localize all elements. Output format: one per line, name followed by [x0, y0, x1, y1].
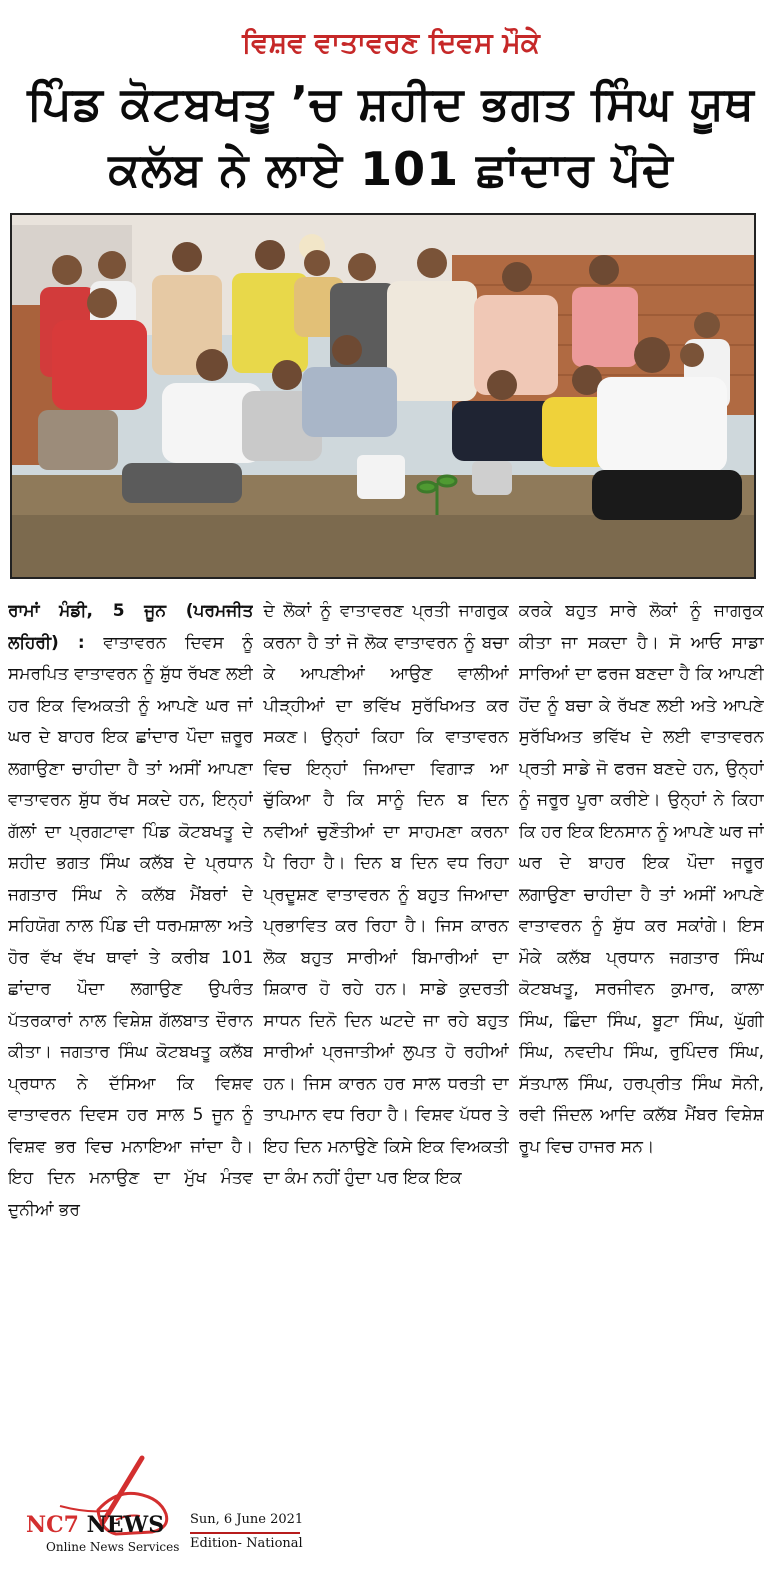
article-dateline: ਰਾਮਾਂ ਮੰਡੀ, 5 ਜੂਨ (ਪਰਮਜੀਤ ਲਹਿਰੀ) : — [8, 601, 254, 653]
kicker-heading: ਵਿਸ਼ਵ ਵਾਤਾਵਰਣ ਦਿਵਸ ਮੌਕੇ — [242, 26, 540, 59]
article-column-1-text: ਵਾਤਾਵਰਨ ਦਿਵਸ ਨੂੰ ਸਮਰਪਿਤ ਵਾਤਾਵਰਨ ਨੂੰ ਸ਼ੁੱਧ ਰੱਖਣ ਲਈ ਹਰ ਇਕ ਵਿਅਕਤੀ ਨੂੰ ਆਪਣੇ ਘਰ ਜਾਂ ਘਰ ਦੇ ਬਾਹਰ ਇਕ ਛਾਂਦਾਰ ਪੌਦਾ ਜ਼ਰੂਰ ਲਗਾਉਣਾ ਚਾਹੀਦਾ ਹੈ ਤਾਂ ਅਸੀਂ ਆਪਣਾ ਵਾਤਾਵਰਨ ਸ਼ੁੱਧ ਰੱਖ ਸਕਦੇ ਹਨ, ਇਨ੍ਹਾਂ ਗੱਲਾਂ ਦਾ ਪ੍ਰਗਟਾਵਾ ਪਿੰਡ ਕੋਟਬਖਤੂ ਦੇ ਸ਼ਹੀਦ ਭਗਤ ਸਿੰਘ ਕਲੱਬ ਦੇ ਪ੍ਰਧਾਨ ਜਗਤਾਰ ਸਿੰਘ ਨੇ ਕਲੱਬ ਮੈਂਬਰਾਂ ਦੇ ਸਹਿਯੋਗ ਨਾਲ ਪਿੰਡ ਦੀ ਧਰਮਸ਼ਾਲਾ ਅਤੇ ਹੋਰ ਵੱਖ ਵੱਖ ਥਾਵਾਂ ਤੇ ਕਰੀਬ 101 ਛਾਂਦਾਰ ਪੌਦਾ ਲਗਾਉਣ ਉਪਰੰਤ ਪੱਤਰਕਾਰਾਂ ਨਾਲ ਵਿਸ਼ੇਸ਼ ਗੱਲਬਾਤ ਦੌਰਾਨ ਕੀਤਾ। ਜਗਤਾਰ ਸਿੰਘ ਕੋਟਬਖਤੂ ਕਲੱਬ ਪ੍ਰਧਾਨ ਨੇ ਦੱਸਿਆ ਕਿ ਵਿਸ਼ਵ ਵਾਤਾਵਰਨ ਦਿਵਸ ਹਰ ਸਾਲ 5 ਜੂਨ ਨੂੰ ਵਿਸ਼ਵ ਭਰ ਵਿਚ ਮਨਾਇਆ ਜਾਂਦਾ ਹੈ। ਇਹ ਦਿਨ ਮਨਾਉਣ ਦਾ ਮੁੱਖ ਮੰਤਵ ਦੁਨੀਆਂ ਭਰ — [8, 632, 254, 1220]
group-photo — [10, 213, 756, 579]
group-photo-illustration — [12, 215, 754, 577]
article-column-1 — [8, 596, 253, 1436]
headline — [0, 70, 782, 202]
edition-divider — [190, 1532, 300, 1534]
article-column-3 — [519, 596, 764, 1436]
footer-logo-news: NEWS — [86, 1512, 165, 1538]
edition-date: Sun, 6 June 2021 — [190, 1512, 304, 1527]
headline-line-2: ਕਲੱਬ ਨੇ ਲਾਏ 101 ਛਾਂਦਾਰ ਪੌਦੇ — [108, 142, 674, 196]
headline-line-1: ਪਿੰਡ ਕੋਟਬਖਤੂ ’ਚ ਸ਼ਹੀਦ ਭਗਤ ਸਿੰਘ ਯੂਥ — [27, 76, 755, 130]
footer-logo-nc7: NC7 — [26, 1512, 79, 1538]
footer-logo-text — [26, 1512, 164, 1538]
article-column-2 — [263, 596, 508, 1436]
article-column-3-text: ਕਰਕੇ ਬਹੁਤ ਸਾਰੇ ਲੋਕਾਂ ਨੂੰ ਜਾਗਰੁਕ ਕੀਤਾ ਜਾ ਸਕਦਾ ਹੈ। ਸੋ ਆਓ ਸਾਡਾ ਸਾਰਿਆਂ ਦਾ ਫਰਜ ਬਣਦਾ ਹੈ ਕਿ ਆਪਣੀ ਹੋਂਦ ਨੂੰ ਬਚਾ ਕੇ ਰੱਖਣ ਲਈ ਅਤੇ ਆਪਣੇ ਸੁਰੱਖਿਅਤ ਭਵਿੱਖ ਦੇ ਲਈ ਵਾਤਾਵਰਨ ਪ੍ਰਤੀ ਸਾਡੇ ਜੋ ਫਰਜ ਬਣਦੇ ਹਨ, ਉਨ੍ਹਾਂ ਨੂੰ ਜਰੂਰ ਪੂਰਾ ਕਰੀਏ। ਉਨ੍ਹਾਂ ਨੇ ਕਿਹਾ ਕਿ ਹਰ ਇਕ ਇਨਸਾਨ ਨੂੰ ਆਪਣੇ ਘਰ ਜਾਂ ਘਰ ਦੇ ਬਾਹਰ ਇਕ ਪੌਦਾ ਜਰੂਰ ਲਗਾਉਣਾ ਚਾਹੀਦਾ ਹੈ ਤਾਂ ਅਸੀਂ ਆਪਣੇ ਵਾਤਾਵਰਨ ਨੂੰ ਸ਼ੁੱਧ ਕਰ ਸਕਾਂਗੇ। ਇਸ ਮੌਕੇ ਕਲੱਬ ਪ੍ਰਧਾਨ ਜਗਤਾਰ ਸਿੰਘ ਕੋਟਬਖਤੂ, ਸਰਜੀਵਨ ਕੁਮਾਰ, ਕਾਲਾ ਸਿੰਘ, ਛਿੰਦਾ ਸਿੰਘ, ਬੂਟਾ ਸਿੰਘ, ਘੁੱਗੀ ਸਿੰਘ, ਨਵਦੀਪ ਸਿੰਘ, ਰੁਪਿੰਦਰ ਸਿੰਘ, ਸੱਤਪਾਲ ਸਿੰਘ, ਹਰਪ੍ਰੀਤ ਸਿੰਘ ਸੋਨੀ, ਰਵੀ ਜਿੰਦਲ ਆਦਿ ਕਲੱਬ ਮੈਂਬਰ ਵਿਸ਼ੇਸ਼ ਰੂਪ ਵਿਚ ਹਾਜਰ ਸਨ। — [518, 601, 764, 1157]
article-body — [8, 596, 764, 1436]
article-column-2-text: ਦੇ ਲੋਕਾਂ ਨੂੰ ਵਾਤਾਵਰਣ ਪ੍ਰਤੀ ਜਾਗਰੁਕ ਕਰਨਾ ਹੈ ਤਾਂ ਜੋ ਲੋਕ ਵਾਤਾਵਰਨ ਨੂੰ ਬਚਾ ਕੇ ਆਪਣੀਆਂ ਆਉਣ ਵਾਲੀਆਂ ਪੀੜ੍ਹੀਆਂ ਦਾ ਭਵਿੱਖ ਸੁਰੱਖਿਅਤ ਕਰ ਸਕਣ। ਉਨ੍ਹਾਂ ਕਿਹਾ ਕਿ ਵਾਤਾਵਰਨ ਵਿਚ ਇਨ੍ਹਾਂ ਜਿਆਦਾ ਵਿਗਾੜ ਆ ਚੁੱਕਿਆ ਹੈ ਕਿ ਸਾਨੂੰ ਦਿਨ ਬ ਦਿਨ ਨਵੀਆਂ ਚੁਣੌਤੀਆਂ ਦਾ ਸਾਹਮਣਾ ਕਰਨਾ ਪੈ ਰਿਹਾ ਹੈ। ਦਿਨ ਬ ਦਿਨ ਵਧ ਰਿਹਾ ਪ੍ਰਦੂਸ਼ਣ ਵਾਤਾਵਰਨ ਨੂੰ ਬਹੁਤ ਜਿਆਦਾ ਪ੍ਰਭਾਵਿਤ ਕਰ ਰਿਹਾ ਹੈ। ਜਿਸ ਕਾਰਨ ਲੋਕ ਬਹੁਤ ਸਾਰੀਆਂ ਬਿਮਾਰੀਆਂ ਦਾ ਸ਼ਿਕਾਰ ਹੋ ਰਹੇ ਹਨ। ਸਾਡੇ ਕੁਦਰਤੀ ਸਾਧਨ ਦਿਨੋ ਦਿਨ ਘਟਦੇ ਜਾ ਰਹੇ ਬਹੁਤ ਸਾਰੀਆਂ ਪ੍ਰਜਾਤੀਆਂ ਲੁਪਤ ਹੋ ਰਹੀਆਂ ਹਨ। ਜਿਸ ਕਾਰਨ ਹਰ ਸਾਲ ਧਰਤੀ ਦਾ ਤਾਪਮਾਨ ਵਧ ਰਿਹਾ ਹੈ। ਵਿਸ਼ਵ ਪੱਧਰ ਤੇ ਇਹ ਦਿਨ ਮਨਾਉਣੇ ਕਿਸੇ ਇਕ ਵਿਅਕਤੀ ਦਾ ਕੰਮ ਨਹੀਂ ਹੁੰਦਾ ਪਰ ਇਕ ਇਕ — [263, 601, 509, 1188]
footer-logo-subtitle: Online News Services — [46, 1540, 180, 1554]
edition-name: Edition- National — [190, 1536, 303, 1551]
